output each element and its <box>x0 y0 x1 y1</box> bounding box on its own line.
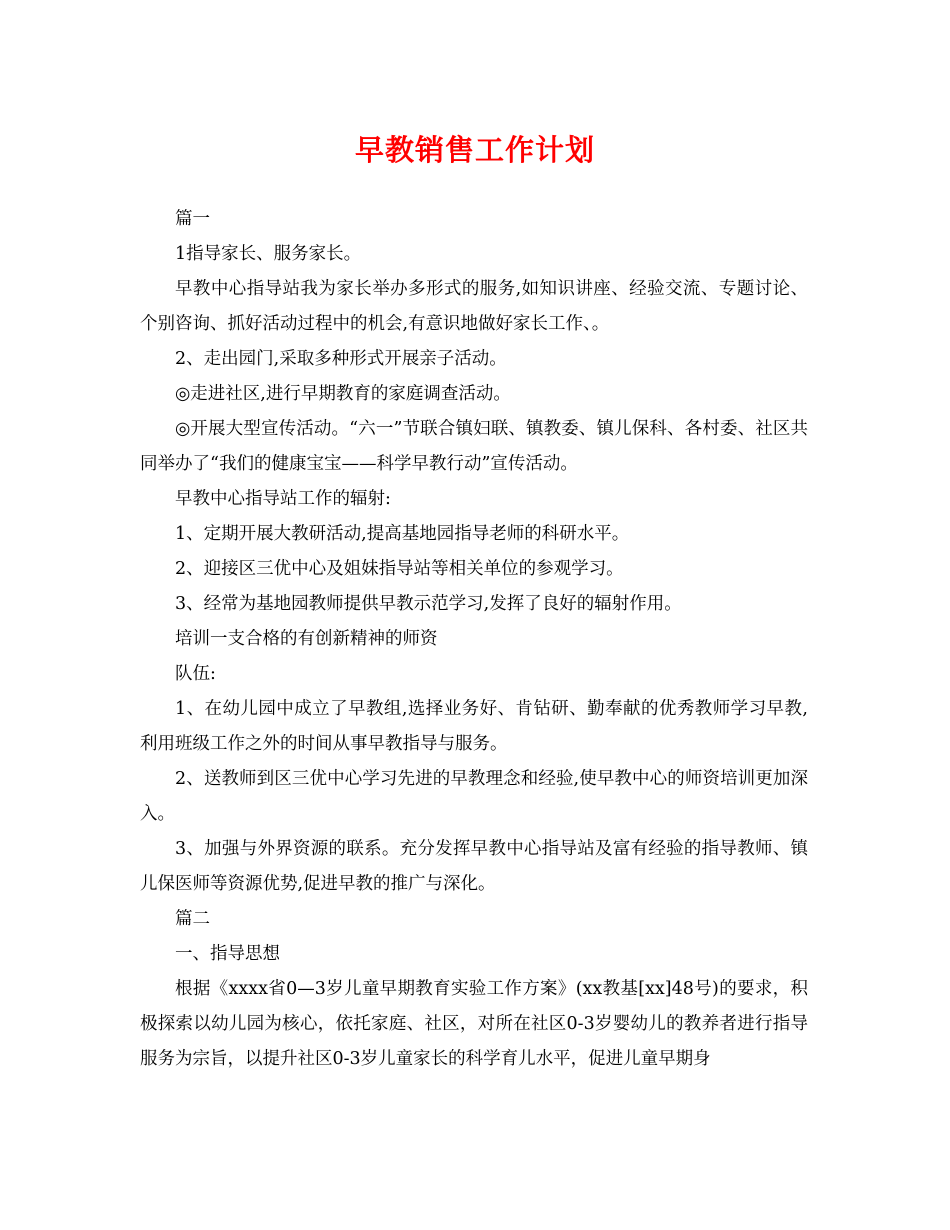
paragraph: 2、走出园门,采取多种形式开展亲子活动。 <box>175 349 507 369</box>
paragraph: 早教中心指导站工作的辐射: <box>175 489 391 509</box>
document-body <box>140 202 808 1077</box>
paragraph: 3、加强与外界资源的联系。充分发挥早教中心指导站及富有经验的指导教师、镇儿保医师等资源优势,促进早教的推广与深化。 <box>140 839 808 894</box>
document-title: 早教销售工作计划 <box>354 133 595 167</box>
paragraph: 早教中心指导站我为家长举办多形式的服务,如知识讲座、经验交流、专题讨论、个别咨询、抓好活动过程中的机会,有意识地做好家长工作、。 <box>140 279 808 334</box>
paragraph: 队伍: <box>175 664 216 684</box>
paragraph: ◎开展大型宣传活动。“六一”节联合镇妇联、镇教委、镇儿保科、各村委、社区共同举办了“我们的健康宝宝——科学早教行动”宣传活动。 <box>140 419 808 474</box>
paragraph: 根据《xxxx省0—3岁儿童早期教育实验工作方案》(xx教基[xx]48号)的要求，积极探索以幼儿园为核心，依托家庭、社区，对所在社区0-3岁婴幼儿的教养者进行指导服务为宗旨，以提升社区0-3岁儿童家长的科学育儿水平，促进儿童早期身 <box>140 979 808 1069</box>
paragraph: 3、经常为基地园教师提供早教示范学习,发挥了良好的辐射作用。 <box>175 594 682 614</box>
section-heading-part-1: 篇一 <box>175 209 210 229</box>
paragraph: 1指导家长、服务家长。 <box>175 244 362 264</box>
section-heading-part-2: 篇二 <box>175 909 210 929</box>
paragraph: 2、迎接区三优中心及姐妹指导站等相关单位的参观学习。 <box>175 559 624 579</box>
paragraph: 培训一支合格的有创新精神的师资 <box>175 629 438 649</box>
paragraph: ◎走进社区,进行早期教育的家庭调查活动。 <box>175 384 511 404</box>
subheading-guiding-ideology: 一、指导思想 <box>175 944 280 964</box>
paragraph: 1、在幼儿园中成立了早教组,选择业务好、肯钻研、勤奉献的优秀教师学习早教,利用班级工作之外的时间从事早教指导与服务。 <box>140 699 808 754</box>
paragraph: 1、定期开展大教研活动,提高基地园指导老师的科研水平。 <box>175 524 630 544</box>
paragraph: 2、送教师到区三优中心学习先进的早教理念和经验,使早教中心的师资培训更加深入。 <box>140 769 808 824</box>
